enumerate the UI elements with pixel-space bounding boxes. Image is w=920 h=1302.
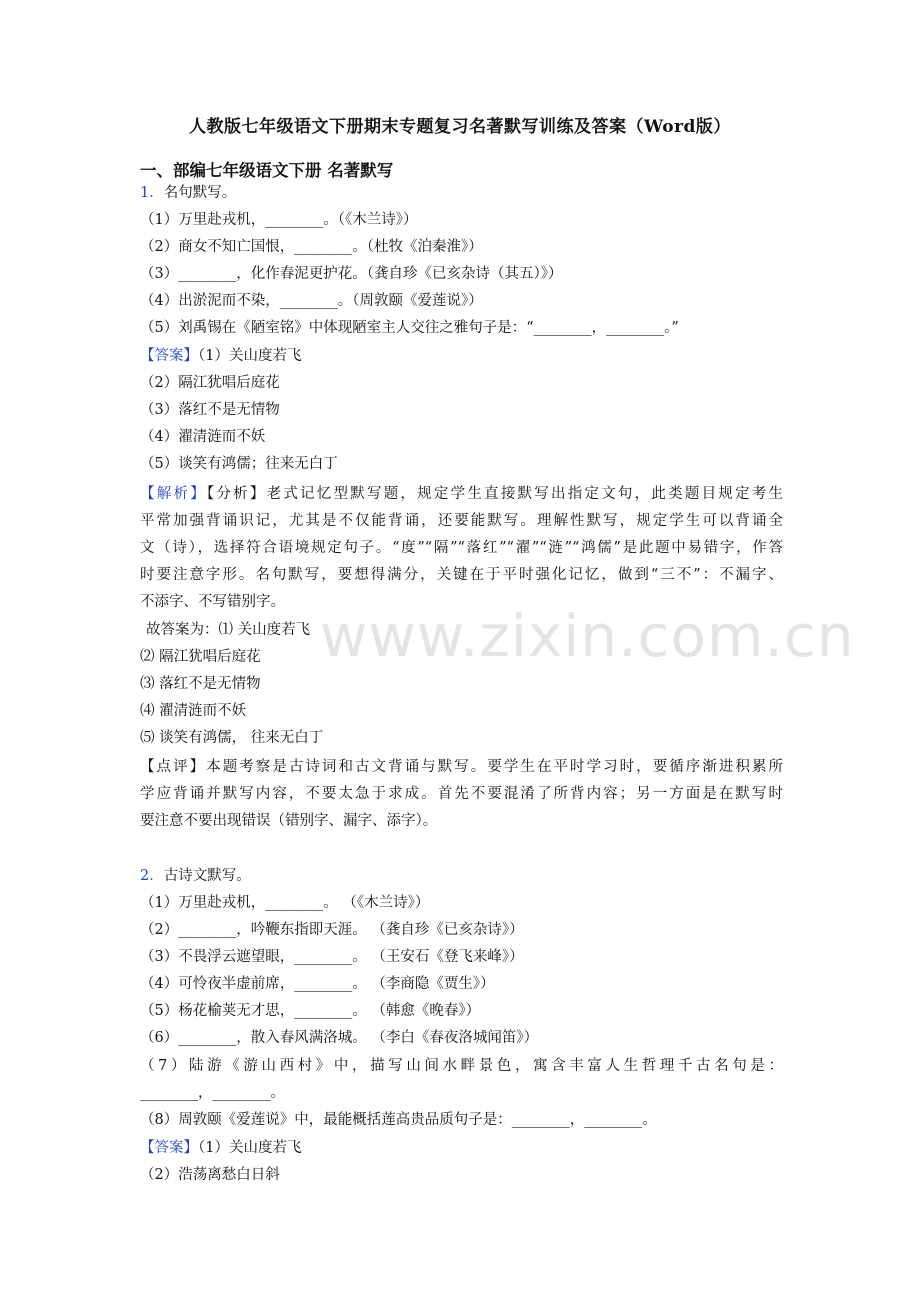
section-heading: 一、部编七年级语文下册 名著默写 [140, 161, 394, 180]
answer-text: （1）关山度若飞 [198, 348, 302, 364]
q2-item: （7）陆游《游山西村》中，描写山间水畔景色，寓含丰富人生哲理千古名句是： [140, 1058, 783, 1074]
q1-item: （2）商女不知亡国恨，________。（杜牧《泊秦淮》） [140, 239, 483, 255]
q2-item: （6）________，散入春风满洛城。 （李白《春夜洛城闻笛》） [140, 1030, 539, 1046]
watermark: www.zixin.com.cn [320, 602, 855, 670]
q1-answer: （4）濯清涟而不妖 [140, 429, 266, 445]
analysis-text: 【分析】老式记忆型默写题，规定学生直接默写出指定文句，此类题目规定考生 [206, 486, 783, 502]
q2-answer: （2）浩荡离愁白日斜 [140, 1167, 280, 1183]
question-1-header [140, 183, 236, 203]
q2-item: （5）杨花榆荚无才思，________。 （韩愈《晚春》） [140, 1003, 481, 1019]
q1-comment-line: 要注意不要出现错误（错别字、漏字、添字）。 [140, 813, 438, 829]
answer-tag: 【答案】 [140, 1140, 198, 1156]
q1-item: （4）出淤泥而不染，________。（周敦颐《爱莲说》） [140, 293, 483, 309]
q2-item: （4）可怜夜半虚前席，________。 （李商隐《贾生》） [140, 976, 495, 992]
q1-analysis-line: 平常加强背诵识记，尤其是不仅能背诵，还要能默写。理解性默写，规定学生可以背诵全 [140, 513, 783, 529]
q1-answer-line [140, 346, 301, 366]
q1-comment-line: 学应背诵并默写内容，不要太急于求成。首先不要混淆了所背内容；另一方面是在默写时 [140, 786, 783, 802]
question-number: 1． [140, 185, 164, 201]
analysis-tag: 【解析】 [140, 486, 207, 502]
question-2-header [140, 866, 251, 886]
q2-answer-line [140, 1138, 301, 1158]
q1-final-answer: ⑷ 濯清涟而不妖 [140, 703, 247, 719]
q1-answer: （5）谈笑有鸿儒；往来无白丁 [140, 456, 338, 472]
q1-final-answer: ⑶ 落红不是无情物 [140, 676, 261, 692]
q2-item: （2）________，吟鞭东指即天涯。 （龚自珍《已亥杂诗》） [140, 922, 524, 938]
answer-text: （1）关山度若飞 [198, 1140, 302, 1156]
q1-comment-line: 【点评】本题考察是古诗词和古文背诵与默写。要学生在平时学习时，要循序渐进积累所 [140, 759, 783, 775]
q2-item: （1）万里赴戎机，________。 （《木兰诗》） [140, 895, 430, 911]
q1-answer: （2）隔江犹唱后庭花 [140, 375, 280, 391]
q1-analysis-line [140, 484, 783, 504]
q1-analysis-line: 不添字、不写错别字。 [140, 594, 285, 610]
q1-analysis-line: 时要注意字形。名句默写，要想得满分，关键在于平时强化记忆，做到“三不”：不漏字、 [140, 567, 783, 583]
q2-item: （3）不畏浮云遮望眼，________。 （王安石《登飞来峰》） [140, 949, 524, 965]
q1-final-answer: ⑸ 谈笑有鸿儒， 往来无白丁 [140, 730, 324, 746]
q1-item: （3）________，化作春泥更护花。（龚自珍《已亥杂诗（其五）》） [140, 266, 563, 282]
q1-item: （5）刘禹锡在《陋室铭》中体现陋室主人交往之雅句子是：“________，________。” [140, 320, 679, 336]
q1-analysis-line: 文（诗），选择符合语境规定句子。“度”“隔”“落红”“濯”“涟”“鸿儒”是此题中易错字，作答 [140, 540, 783, 556]
q1-answer: （3）落红不是无情物 [140, 402, 280, 418]
document-title: 人教版七年级语文下册期末专题复习名著默写训练及答案（Word版） [189, 117, 731, 137]
q2-item: ________，________。 [140, 1085, 285, 1101]
q1-final-answer: ⑵ 隔江犹唱后庭花 [140, 649, 261, 665]
question-prompt: 古诗文默写。 [163, 868, 251, 884]
question-number: 2． [140, 868, 164, 884]
q1-final-answer: 故答案为：⑴ 关山度若飞 [146, 622, 311, 638]
answer-tag: 【答案】 [140, 348, 198, 364]
q2-item: （8）周敦颐《爱莲说》中，最能概括莲高贵品质句子是：________，________。 [140, 1112, 657, 1128]
question-prompt: 名句默写。 [163, 185, 237, 201]
q1-item: （1）万里赴戎机，________。（《木兰诗》） [140, 212, 418, 228]
